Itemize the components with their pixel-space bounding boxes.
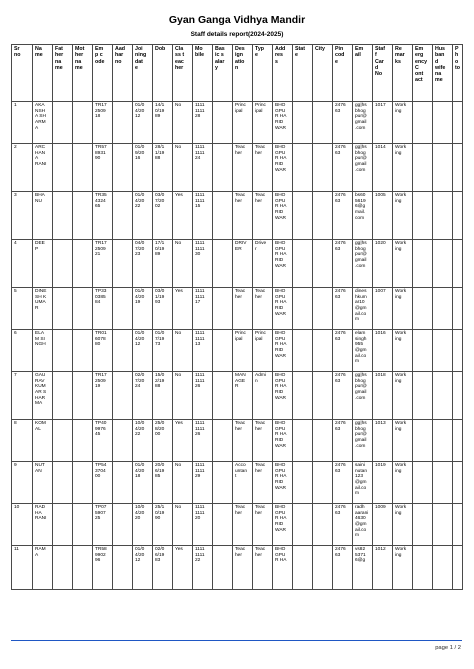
table-cell xyxy=(293,144,313,192)
table-cell xyxy=(313,372,333,420)
table-cell: TR57 8931 90 xyxy=(93,144,113,192)
table-cell xyxy=(453,546,463,590)
table-cell xyxy=(73,288,93,330)
table-cell xyxy=(413,144,433,192)
column-header: Dob xyxy=(153,45,173,102)
table-cell: 1012 xyxy=(373,546,393,590)
table-cell xyxy=(213,504,233,546)
table-cell: 01/0 4/20 19 xyxy=(133,288,153,330)
table-cell: 03/0 7/20 02 xyxy=(153,192,173,240)
table-cell: Yes xyxy=(173,192,193,240)
table-cell xyxy=(413,462,433,504)
table-cell: dines hkum ar10 @gm ail.co m xyxy=(353,288,373,330)
table-cell: 01/0 7/19 73 xyxy=(153,330,173,372)
table-cell: 2476 63 xyxy=(333,330,353,372)
table-cell xyxy=(313,102,333,144)
table-cell: Yes xyxy=(173,420,193,462)
table-cell: TR01 6078 80 xyxy=(93,330,113,372)
table-cell xyxy=(313,330,333,372)
column-header: Em p c ode xyxy=(93,45,113,102)
table-cell: TP54 3704 00 xyxy=(93,462,113,504)
table-cell: BHO GPU R HA xyxy=(273,546,293,590)
table-cell: ELA M SI NGH xyxy=(33,330,53,372)
table-cell: BHO GPU R HA RID WAR xyxy=(273,330,293,372)
table-cell xyxy=(313,288,333,330)
table-cell: 2476 63 xyxy=(333,546,353,590)
table-cell: gg|hs bhog pur@ gmail .com xyxy=(353,240,373,288)
table-cell xyxy=(453,144,463,192)
table-cell: gg|hs bhog pur@ gmail .com xyxy=(353,102,373,144)
column-header: Cla ss t eac her xyxy=(173,45,193,102)
table-cell: No xyxy=(173,504,193,546)
column-header: Mot her na me xyxy=(73,45,93,102)
table-cell xyxy=(213,144,233,192)
table-cell: 2476 63 xyxy=(333,420,353,462)
table-cell: 2476 63 xyxy=(333,288,353,330)
table-cell: DEE P xyxy=(33,240,53,288)
table-cell: radh aarani 4630 @gm ail.co m xyxy=(353,504,373,546)
table-cell: 1111 1111 29 xyxy=(193,462,213,504)
table-cell: BHA NU xyxy=(33,192,53,240)
table-cell xyxy=(433,288,453,330)
table-cell: 1111 1111 24 xyxy=(193,144,213,192)
table-cell xyxy=(413,372,433,420)
table-cell xyxy=(433,330,453,372)
table-cell xyxy=(53,102,73,144)
table-cell: BHO GPU R HA RID WAR xyxy=(273,102,293,144)
table-cell: TR17 2509 19 xyxy=(93,372,113,420)
table-cell: Teac her xyxy=(253,420,273,462)
table-cell: 15/0 2/19 88 xyxy=(153,372,173,420)
table-cell: GAU RAV KUM AR S HAR MA xyxy=(33,372,53,420)
table-row xyxy=(12,102,463,144)
table-cell xyxy=(413,330,433,372)
table-cell: 2476 63 xyxy=(333,504,353,546)
table-cell: 1014 xyxy=(373,144,393,192)
table-cell xyxy=(433,420,453,462)
table-cell: No xyxy=(173,144,193,192)
table-cell xyxy=(293,504,313,546)
table-cell: 5 xyxy=(12,288,33,330)
table-cell xyxy=(53,330,73,372)
table-cell: DINE SH K UMA R xyxy=(33,288,53,330)
table-cell: Work ing xyxy=(393,504,413,546)
table-cell: Teac her xyxy=(233,420,253,462)
table-cell: 01/0 4/20 12 xyxy=(133,102,153,144)
table-cell xyxy=(53,420,73,462)
column-header: Em ail xyxy=(353,45,373,102)
table-cell: 28/1 1/19 88 xyxy=(153,144,173,192)
table-cell xyxy=(313,240,333,288)
table-cell: gg|hs bhog pur@ gmail .com xyxy=(353,420,373,462)
table-cell xyxy=(293,102,313,144)
table-cell: TP07 5907 25 xyxy=(93,504,113,546)
table-cell xyxy=(213,372,233,420)
table-cell xyxy=(73,372,93,420)
table-cell xyxy=(113,420,133,462)
table-cell xyxy=(293,288,313,330)
table-cell xyxy=(433,144,453,192)
table-cell: AKA NSH A SH ARM A xyxy=(33,102,53,144)
table-cell: Drive r xyxy=(253,240,273,288)
table-cell: 2476 63 xyxy=(333,102,353,144)
table-cell xyxy=(433,240,453,288)
column-header: Re mar ks xyxy=(393,45,413,102)
column-header: Staf f Car d No xyxy=(373,45,393,102)
column-header: Fat her na me xyxy=(53,45,73,102)
table-cell xyxy=(213,102,233,144)
table-cell: BHO GPU R HA RID WAR xyxy=(273,504,293,546)
table-cell: BHO GPU R HA RID WAR xyxy=(273,192,293,240)
school-name: Gyan Ganga Vidhya Mandir xyxy=(168,14,306,26)
table-cell xyxy=(433,546,453,590)
table-cell: 2476 63 xyxy=(333,462,353,504)
table-cell: 2 xyxy=(12,144,33,192)
column-header: Em erg ency C ont act xyxy=(413,45,433,102)
table-cell: Teac her xyxy=(253,504,273,546)
table-cell: 1111 1111 13 xyxy=(193,330,213,372)
table-cell: KOM AL xyxy=(33,420,53,462)
table-cell: 01/0 9/20 16 xyxy=(133,144,153,192)
column-header: Pho to xyxy=(453,45,463,102)
table-cell: 1020 xyxy=(373,240,393,288)
table-cell: Work ing xyxy=(393,420,413,462)
table-cell xyxy=(213,462,233,504)
table-cell: 10 xyxy=(12,504,33,546)
table-cell xyxy=(73,504,93,546)
table-cell xyxy=(113,504,133,546)
column-header: Typ e xyxy=(253,45,273,102)
table-cell: 1111 1111 28 xyxy=(193,102,213,144)
table-row xyxy=(12,546,463,590)
table-cell: BHO GPU R HA RID WAR xyxy=(273,288,293,330)
table-cell xyxy=(313,504,333,546)
table-cell xyxy=(453,240,463,288)
table-cell: Princ ipal xyxy=(233,330,253,372)
table-cell xyxy=(113,288,133,330)
column-header: Pin cod e xyxy=(333,45,353,102)
table-cell xyxy=(113,462,133,504)
table-cell: bs60 5619 6@g mail. com xyxy=(353,192,373,240)
table-cell xyxy=(113,330,133,372)
table-cell xyxy=(433,102,453,144)
table-cell: 17/1 0/19 89 xyxy=(153,240,173,288)
table-cell: TR35 4324 65 xyxy=(93,192,113,240)
table-cell xyxy=(433,192,453,240)
table-cell: 14/1 0/19 89 xyxy=(153,102,173,144)
table-cell xyxy=(213,192,233,240)
column-header: Hus ban d wife na me xyxy=(433,45,453,102)
table-cell: 1 xyxy=(12,102,33,144)
table-cell xyxy=(413,504,433,546)
table-cell: ARC HAN A RANI xyxy=(33,144,53,192)
table-cell: Princ ipal xyxy=(233,102,253,144)
table-cell: 1005 xyxy=(373,192,393,240)
table-row xyxy=(12,330,463,372)
table-cell: 3 xyxy=(12,192,33,240)
table-cell: Acco untan t xyxy=(233,462,253,504)
table-cell: Yes xyxy=(173,288,193,330)
table-cell xyxy=(113,546,133,590)
table-row xyxy=(12,372,463,420)
table-cell xyxy=(293,330,313,372)
table-cell: Teac her xyxy=(233,288,253,330)
table-cell xyxy=(73,462,93,504)
table-cell: NUT AN xyxy=(33,462,53,504)
table-cell: No xyxy=(173,102,193,144)
table-cell xyxy=(53,462,73,504)
table-cell: 1111 1111 17 xyxy=(193,288,213,330)
table-cell: 8 xyxy=(12,420,33,462)
table-cell: 2476 63 xyxy=(333,144,353,192)
table-cell xyxy=(113,372,133,420)
column-header: Add res s xyxy=(273,45,293,102)
table-cell: 10/0 4/20 22 xyxy=(133,420,153,462)
table-cell: 02/0 7/20 24 xyxy=(133,372,153,420)
table-cell xyxy=(433,462,453,504)
table-cell: 01/0 4/20 22 xyxy=(133,192,153,240)
table-cell xyxy=(453,192,463,240)
table-cell xyxy=(413,546,433,590)
table-cell: 1013 xyxy=(373,420,393,462)
table-cell xyxy=(413,420,433,462)
table-cell: Teac her xyxy=(233,504,253,546)
table-cell xyxy=(293,546,313,590)
table-cell: 1016 xyxy=(373,330,393,372)
table-cell: 02/0 6/19 83 xyxy=(153,546,173,590)
table-cell: 9 xyxy=(12,462,33,504)
table-cell: Work ing xyxy=(393,372,413,420)
table-cell xyxy=(73,192,93,240)
table-cell: Work ing xyxy=(393,330,413,372)
table-cell xyxy=(313,420,333,462)
table-cell xyxy=(213,546,233,590)
column-header: Stat e xyxy=(293,45,313,102)
table-cell: 1007 xyxy=(373,288,393,330)
table-cell: RAD HA RANI xyxy=(33,504,53,546)
table-cell xyxy=(53,144,73,192)
column-header: Na me xyxy=(33,45,53,102)
table-cell: 10/0 4/20 20 xyxy=(133,504,153,546)
table-cell: 20/0 6/19 85 xyxy=(153,462,173,504)
column-header: Des ign atio n xyxy=(233,45,253,102)
table-cell: MAN AGE R xyxy=(233,372,253,420)
table-cell: gg|hs bhog pur@ gmail .com xyxy=(353,144,373,192)
table-cell: 1111 1111 26 xyxy=(193,420,213,462)
table-cell: 03/0 1/19 93 xyxy=(153,288,173,330)
table-row xyxy=(12,240,463,288)
column-header: Mo bile xyxy=(193,45,213,102)
table-cell: 4 xyxy=(12,240,33,288)
table-cell: TP40 9976 45 xyxy=(93,420,113,462)
table-body xyxy=(12,102,463,590)
table-cell xyxy=(313,462,333,504)
table-cell: 1018 xyxy=(373,372,393,420)
table-cell xyxy=(113,102,133,144)
table-cell: Work ing xyxy=(393,288,413,330)
table-row xyxy=(12,144,463,192)
table-cell xyxy=(433,372,453,420)
table-cell: 1017 xyxy=(373,102,393,144)
table-row xyxy=(12,192,463,240)
table-cell: 01/0 4/20 12 xyxy=(133,546,153,590)
table-cell: No xyxy=(173,330,193,372)
table-cell xyxy=(73,144,93,192)
table-cell: 1111 1111 15 xyxy=(193,192,213,240)
column-header: Sr no xyxy=(12,45,33,102)
column-header: City xyxy=(313,45,333,102)
table-cell: RAM A xyxy=(33,546,53,590)
table-cell: 2476 63 xyxy=(333,192,353,240)
table-cell: Teac her xyxy=(233,546,253,590)
page-number: page 1 / 2 xyxy=(435,645,461,651)
table-cell: 01/0 4/20 18 xyxy=(133,462,153,504)
table-cell: 11 xyxy=(12,546,33,590)
table-cell xyxy=(413,288,433,330)
table-cell: Teac her xyxy=(253,462,273,504)
column-header: Aad har no xyxy=(113,45,133,102)
table-cell xyxy=(53,546,73,590)
footer-divider xyxy=(11,640,462,641)
table-cell xyxy=(53,240,73,288)
table-cell: No xyxy=(173,372,193,420)
table-cell xyxy=(293,462,313,504)
table-cell xyxy=(113,192,133,240)
table-row xyxy=(12,462,463,504)
table-cell: Princ ipal xyxy=(253,102,273,144)
table-cell xyxy=(453,288,463,330)
table-cell xyxy=(113,240,133,288)
table-cell: 2476 63 xyxy=(333,240,353,288)
table-cell xyxy=(453,504,463,546)
table-cell: 1019 xyxy=(373,462,393,504)
table-cell xyxy=(313,144,333,192)
table-cell: Teac her xyxy=(233,192,253,240)
table-cell: BHO GPU R HA RID WAR xyxy=(273,420,293,462)
table-cell: 2476 63 xyxy=(333,372,353,420)
table-cell xyxy=(213,420,233,462)
table-cell: gg|hs bhog pur@ gmail .com xyxy=(353,372,373,420)
table-cell xyxy=(293,420,313,462)
table-cell xyxy=(453,330,463,372)
table-cell: No xyxy=(173,240,193,288)
table-cell: vs82 5371 6@g xyxy=(353,546,373,590)
table-cell: Work ing xyxy=(393,240,413,288)
table-cell xyxy=(53,504,73,546)
table-cell: Work ing xyxy=(393,144,413,192)
table-cell xyxy=(73,102,93,144)
table-cell: Yes xyxy=(173,546,193,590)
table-cell: Teac her xyxy=(233,144,253,192)
table-cell xyxy=(53,372,73,420)
table-cell xyxy=(453,420,463,462)
table-cell xyxy=(313,192,333,240)
table-cell xyxy=(213,240,233,288)
table-cell: 04/0 7/20 23 xyxy=(133,240,153,288)
table-cell xyxy=(53,288,73,330)
table-cell: Princ ipal xyxy=(253,330,273,372)
table-cell: TR17 2509 21 xyxy=(93,240,113,288)
table-cell: 7 xyxy=(12,372,33,420)
table-cell: BHO GPU R HA RID WAR xyxy=(273,240,293,288)
table-row xyxy=(12,288,463,330)
table-cell xyxy=(453,102,463,144)
table-cell: Work ing xyxy=(393,462,413,504)
table-header-row xyxy=(12,45,463,102)
table-cell xyxy=(113,144,133,192)
table-cell: TP33 0385 84 xyxy=(93,288,113,330)
table-cell: BHO GPU R HA RID WAR xyxy=(273,462,293,504)
table-cell xyxy=(213,288,233,330)
table-cell: Teac her xyxy=(253,288,273,330)
table-cell: 1009 xyxy=(373,504,393,546)
table-cell xyxy=(293,372,313,420)
table-cell xyxy=(453,462,463,504)
table-cell: 1111 1111 30 xyxy=(193,240,213,288)
table-cell: 6 xyxy=(12,330,33,372)
table-cell: 25/0 8/20 00 xyxy=(153,420,173,462)
table-cell: No xyxy=(173,462,193,504)
table-cell: Teac her xyxy=(253,192,273,240)
table-cell xyxy=(73,240,93,288)
table-cell xyxy=(413,192,433,240)
table-cell: Work ing xyxy=(393,546,413,590)
table-cell: BHO GPU R HA RID WAR xyxy=(273,144,293,192)
table-cell: 25/1 0/19 90 xyxy=(153,504,173,546)
table-cell: saini nutan 123 @gm ail.co m xyxy=(353,462,373,504)
table-cell: Work ing xyxy=(393,192,413,240)
table-cell xyxy=(413,240,433,288)
table-cell xyxy=(73,330,93,372)
table-cell xyxy=(413,102,433,144)
table-cell xyxy=(313,546,333,590)
table-cell: elam singh 955 @gm ail.co m xyxy=(353,330,373,372)
table-cell xyxy=(213,330,233,372)
table-cell xyxy=(293,192,313,240)
table-cell: Work ing xyxy=(393,102,413,144)
table-cell: Teac her xyxy=(253,144,273,192)
table-cell: BHO GPU R HA RID WAR xyxy=(273,372,293,420)
table-cell: 1111 1111 22 xyxy=(193,546,213,590)
report-title: Staff details report(2024-2025) xyxy=(190,31,284,38)
table-cell xyxy=(453,372,463,420)
table-cell: 1111 1111 20 xyxy=(193,504,213,546)
table-row xyxy=(12,420,463,462)
column-header: Joi ning dat e xyxy=(133,45,153,102)
table-cell xyxy=(53,192,73,240)
table-cell: TR58 9902 96 xyxy=(93,546,113,590)
table-cell: Admi n xyxy=(253,372,273,420)
table-cell: TR17 2509 18 xyxy=(93,102,113,144)
table-cell: DRIV ER xyxy=(233,240,253,288)
table-row xyxy=(12,504,463,546)
table-cell: 01/0 4/20 12 xyxy=(133,330,153,372)
table-cell xyxy=(433,504,453,546)
table-cell xyxy=(293,240,313,288)
table-cell: 1111 1111 26 xyxy=(193,372,213,420)
staff-table xyxy=(11,44,463,590)
table-cell xyxy=(73,420,93,462)
table-cell xyxy=(73,546,93,590)
column-header: Bas ic s alar y xyxy=(213,45,233,102)
table-cell: Teac her xyxy=(253,546,273,590)
